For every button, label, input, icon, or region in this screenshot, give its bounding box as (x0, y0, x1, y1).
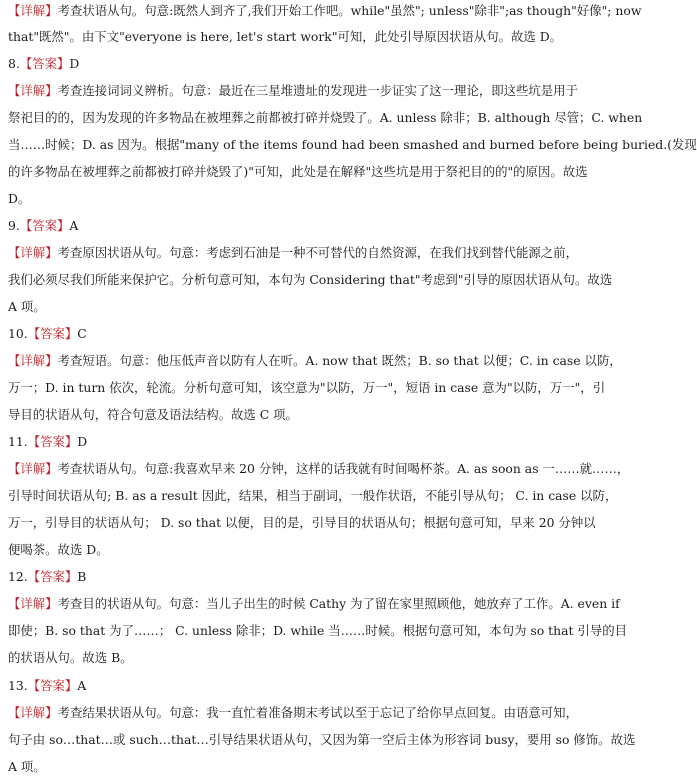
explanation-line (8, 270, 613, 289)
explanation-line (8, 594, 620, 613)
explanation-tag: 【详解】 (8, 245, 58, 260)
explanation-text: 祭祀目的的，因为发现的许多物品在被埋葬之前都被打碎并烧毁了。A. unless 除非；B. although 尽管；C. when (8, 110, 643, 125)
explanation-line (8, 703, 578, 722)
explanation-line (8, 405, 574, 424)
answer-value: D (69, 56, 80, 71)
explanation-text: 导目的状语从句，符合句意及语法结构。故选 C 项。 (8, 407, 298, 422)
answer-line (8, 216, 574, 235)
explanation-line (8, 81, 578, 100)
explanation-line (8, 540, 574, 559)
explanation-line (8, 513, 596, 532)
answer-line (8, 432, 574, 451)
answer-line (8, 54, 574, 73)
explanation-line (8, 351, 622, 370)
answer-value: C (77, 326, 87, 341)
answer-tag: 【答案】 (19, 218, 70, 233)
explanation-text: 即使；B. so that 为了……； C. unless 除非；D. while 当……时候。根据句意可知，本句为 so that 引导的目 (8, 623, 627, 638)
explanation-line (8, 486, 618, 505)
explanation-text: 考查结果状语从句。句意：我一直忙着准备期末考试以至于忘记了给你早点回复。由语意可知， (57, 705, 578, 720)
explanation-text: 考查短语。句意：他压低声音以防有人在听。A. now that 既然；B. so that 以便；C. in case 以防， (57, 353, 622, 368)
question-number: 9. (8, 218, 20, 233)
explanation-line (8, 27, 574, 46)
explanation-text: 便喝茶。故选 D。 (8, 542, 109, 557)
explanation-text: 考查状语从句。句意:我喜欢早来 20 分钟，这样的话我就有时间喝杯茶。A. as soon as 一……就……， (57, 461, 630, 476)
explanation-line (8, 108, 643, 127)
explanation-line (8, 135, 697, 154)
explanation-line (8, 459, 630, 478)
explanation-tag: 【详解】 (8, 705, 58, 720)
explanation-text: 的许多物品在被埋葬之前都被打碎并烧毁了)"可知，此处是在解释"这些坑是用于祭祀目的的"的原因。故选 (8, 164, 588, 179)
explanation-tag: 【详解】 (8, 461, 58, 476)
explanation-line (8, 378, 606, 397)
explanation-text: 句子由 so…that…或 such…that…引导结果状语从句，又因为第一空后主体为形容词 busy，要用 so 修饰。故选 (8, 732, 636, 747)
explanation-line (8, 297, 574, 316)
question-number: 10. (8, 326, 28, 341)
explanation-text: 引导时间状语从句; B. as a result 因此，结果，相当于副词，一般作状语，不能引导从句； C. in case 以防， (8, 488, 618, 503)
question-number: 12. (8, 569, 28, 584)
explanation-tag: 【详解】 (8, 353, 58, 368)
explanation-line (8, 1, 642, 20)
explanation-line (8, 648, 574, 667)
explanation-text: A 项。 (8, 759, 46, 774)
question-number: 11. (8, 434, 28, 449)
answer-tag: 【答案】 (27, 678, 78, 693)
explanation-text: 万一；D. in turn 依次，轮流。分析句意可知，该空意为"以防，万一"，短语 in case 意为"以防，万一"，引 (8, 380, 606, 395)
answer-line (8, 324, 574, 343)
answer-value: B (77, 569, 87, 584)
explanation-line (8, 730, 636, 749)
explanation-text: that"既然"。由下文"everyone is here, let's start work"可知，此处引导原因状语从句。故选 D。 (8, 29, 563, 44)
explanation-text: 我们必须尽我们所能来保护它。分析句意可知，本句为 Considering that"考虑到"引导的原因状语从句。故选 (8, 272, 613, 287)
question-number: 13. (8, 678, 28, 693)
answer-value: A (69, 218, 79, 233)
explanation-text: 的状语从句。故选 B。 (8, 650, 133, 665)
answer-line (8, 567, 574, 586)
answer-value: D (77, 434, 88, 449)
explanation-tag: 【详解】 (8, 83, 58, 98)
answer-tag: 【答案】 (27, 434, 78, 449)
question-number: 8. (8, 56, 20, 71)
explanation-line (8, 189, 574, 208)
explanation-line (8, 162, 588, 181)
explanation-text: 当……时候；D. as 因为。根据"many of the items found had been smashed and burned before being buried.(发现 (8, 137, 697, 152)
explanation-text: 考查状语从句。句意:既然人到齐了,我们开始工作吧。while"虽然"; unless"除非";as though"好像"; now (57, 3, 642, 18)
explanation-tag: 【详解】 (8, 3, 58, 18)
answer-tag: 【答案】 (27, 326, 78, 341)
explanation-text: 考查连接词词义辨析。句意：最近在三星堆遗址的发现进一步证实了这一理论，即这些坑是用于 (57, 83, 578, 98)
answer-tag: 【答案】 (19, 56, 70, 71)
explanation-text: A 项。 (8, 299, 46, 314)
answer-line (8, 676, 574, 695)
answer-value: A (77, 678, 87, 693)
explanation-tag: 【详解】 (8, 596, 58, 611)
explanation-text: D。 (8, 191, 31, 206)
explanation-line (8, 243, 578, 262)
explanation-text: 考查原因状语从句。句意：考虑到石油是一种不可替代的自然资源，在我们找到替代能源之前， (57, 245, 578, 260)
explanation-text: 考查目的状语从句。句意：当儿子出生的时候 Cathy 为了留在家里照顾他，她放弃了工作。A. even if (57, 596, 620, 611)
explanation-text: 万一，引导目的状语从句； D. so that 以便，目的是，引导目的状语从句；根据句意可知，早来 20 分钟以 (8, 515, 596, 530)
explanation-line (8, 621, 627, 640)
explanation-line (8, 757, 574, 776)
answer-tag: 【答案】 (27, 569, 78, 584)
